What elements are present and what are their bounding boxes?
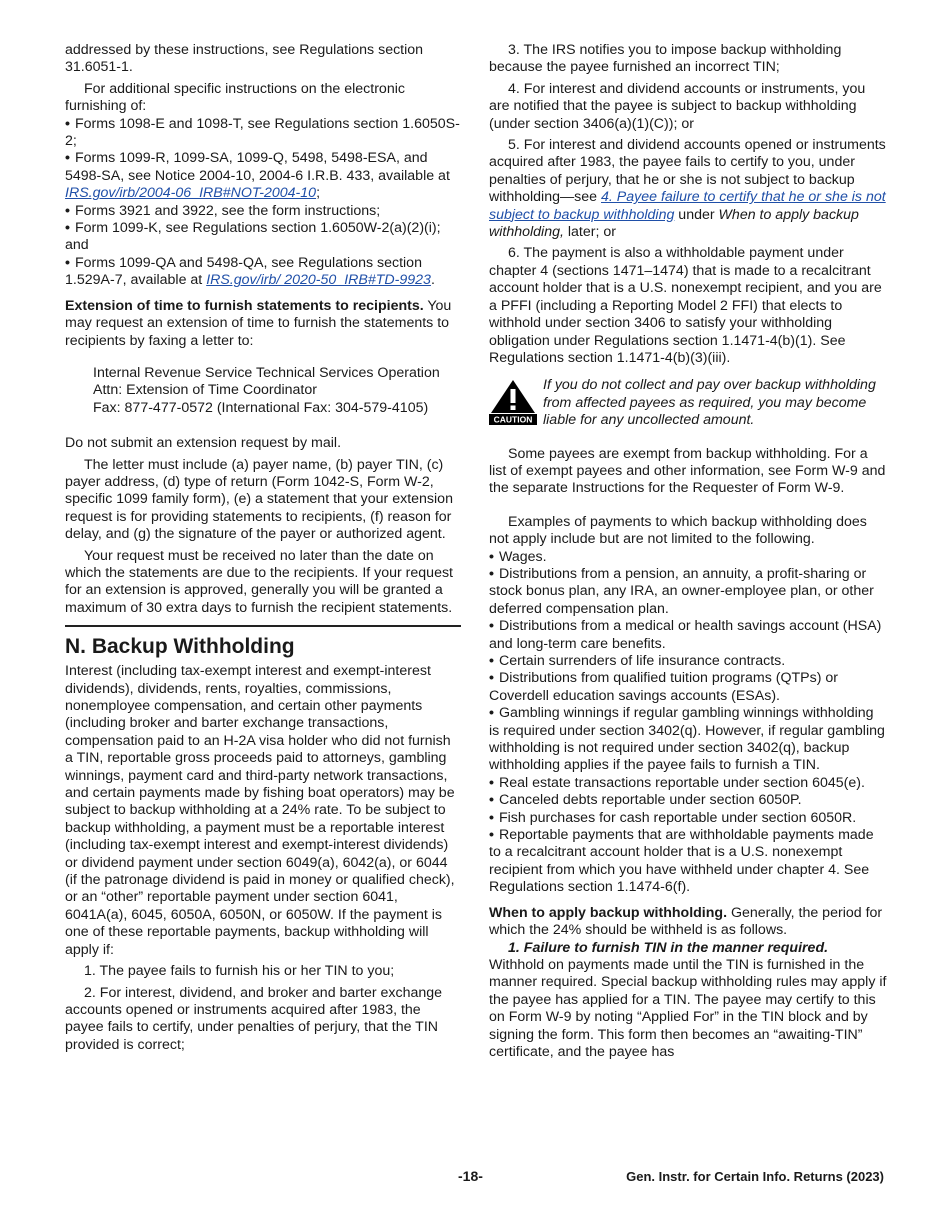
paragraph: Your request must be received no later than the date on which the statements are due to the recipients. If your request for an extension is approved, generally you will be granted a maximum of 30 extra days to furnish the recipient statements. [65,547,454,616]
caution-label: CAUTION [493,414,533,425]
paragraph: The letter must include (a) payer name, (b) payer TIN, (c) payer address, (d) type of return (Form 1042-S, Form W-2, specific 1099 family form), (e) a statement that your extension request is for providing statements to recipients, (f) reason for delay, and (g) the signature of the payer or authorized agent. [65,456,453,543]
paragraph: Examples of payments to which backup withholding does not apply include but are not limited to the following. [489,513,867,548]
irb-td-link[interactable]: IRS.gov/irb/ 2020-50_IRB#TD-9923 [206,272,431,289]
list-item: • Forms 1099-R, 1099-SA, 1099-Q, 5498, 5498-ESA, and 5498-SA, see Notice 2004-10, 2004-6 I.R.B. 433, available at IRS.gov/irb/2004-06_IRB#NOT-2004-10; [65,150,461,202]
list-item: • Wages. [489,549,887,566]
numbered-item: 1. The payee fails to furnish his or her TIN to you; [84,963,395,980]
irb-notice-link[interactable]: IRS.gov/irb/2004-06_IRB#NOT-2004-10 [65,185,317,202]
list-item: • Gambling winnings if regular gambling winnings withholding is required under section 3402(q). However, if regular gambling withholding is not required under section 3402(q), backup withholding applies if the payee fails to furnish a TIN. [489,705,887,775]
caution-text: If you do not collect and pay over backup withholding from affected payees as required, you may become liable for any uncollected amount. [543,377,876,429]
list-item: • Form 1099-K, see Regulations section 1.6050W-2(a)(2)(i); and [65,220,461,255]
numbered-item: 4. For interest and dividend accounts or instruments, you are notified that the payee is subject to backup withholding (under section 3406(a)(1)(C)); or [489,80,866,132]
paragraph: Interest (including tax-exempt interest and exempt-interest dividends), dividends, rents, royalties, commissions, nonemployee compensation, and certain other payments (including broker and barter exchange transactions, compensation paid to an H-2A visa holder who did not furnish a TIN, reportable gross proceeds paid to attorneys, gambling winnings, payment card and third-party network transactions, and certain payments made by fishing boat operators) may be subject to backup withholding at a 24% rate. To be subject to backup withholding, a payment must be a reportable interest (including tax-exempt interest and exempt-interest dividends) or dividend payment under section 6049(a), 6042(a), or 6044 (if the patronage dividend is paid in money or qualified check), or an “other” reportable payment under section 6041, 6041A(a), 6045, 6050A, 6050N, or 6050W. If the payment is one of these reportable payments, backup withholding will apply if: [65,663,455,958]
list-item: • Real estate transactions reportable under section 6045(e). [489,775,887,792]
address-line: Attn: Extension of Time Coordinator [93,382,317,399]
section-title: N. Backup Withholding [65,635,295,659]
list-item: • Forms 1098-E and 1098-T, see Regulations section 1.6050S-2; [65,116,461,151]
list-item: • Distributions from qualified tuition programs (QTPs) or Coverdell education savings accounts (ESAs). [489,670,887,705]
list-item: • Canceled debts reportable under section 6050P. [489,792,887,809]
left-column [65,42,461,1054]
paragraph: Do not submit an extension request by mail. [65,435,342,452]
list-item: • Certain surrenders of life insurance contracts. [489,653,887,670]
paragraph: Some payees are exempt from backup withholding. For a list of exempt payees and other information, see Form W-9 and the separate Instructions for the Requester of Form W-9. [489,445,886,497]
list-item: • Forms 3921 and 3922, see the form instructions; [65,203,461,220]
list-item: • Distributions from a pension, an annuity, a profit-sharing or stock bonus plan, any IRA, an owner-employee plan, or other deferred compensation plan. [489,566,887,618]
when-heading: When to apply backup withholding. [489,904,728,921]
address-line: Internal Revenue Service Technical Services Operation [93,364,440,381]
list-item: • Forms 1099-QA and 5498-QA, see Regulations section 1.529A-7, available at IRS.gov/irb/ 2020-50_IRB#TD-9923. [65,255,461,290]
document-title: Gen. Instr. for Certain Info. Returns (2023) [626,1169,884,1184]
extension-heading: Extension of time to furnish statements to recipients. [65,297,424,314]
subheading: 1. Failure to furnish TIN in the manner required. [508,939,829,956]
right-column [489,42,887,1061]
paragraph: Withhold on payments made until the TIN is furnished in the manner required. Special backup withholding rules may apply if the payee has applied for a TIN. The payee may certify to this on Form W-9 by noting “Applied For” in the TIN block and by signing the form. This form then becomes an “awaiting-TIN” certificate, and the payee has [489,956,887,1060]
mailing-address [93,365,461,417]
numbered-item: 5. For interest and dividend accounts opened or instruments acquired after 1983, the payee fails to certify to you, under penalties of perjury, that he or she is not subject to backup withholding—see 4. Payee failure to certify that he or she is not subject to backup withholding under When to apply backup withholding, later; or [489,137,886,241]
numbered-item: 3. The IRS notifies you to impose backup withholding because the payee furnished an incorrect TIN; [489,42,842,76]
paragraph: Extension of time to furnish statements to recipients. You may request an extension of time to furnish the statements to recipients by faxing a letter to: [65,297,452,349]
payee-failure-link[interactable]: 4. Payee failure to certify that he or she is not subject to backup withholding [489,189,886,223]
address-line: Fax: 877-477-0572 (International Fax: 304-579-4105) [93,399,429,416]
caution-note [489,377,887,429]
numbered-item: 6. The payment is also a withholdable payment under chapter 4 (sections 1471–1474) that is made to a recalcitrant account holder that is a U.S. nonexempt recipient, and you are a PFFI (including a Reporting Model 2 FFI) that elects to withhold under section 3406 to satisfy your withholding obligation under Regulations section 1.1471-4(b)(1). See Regulations section 1.1471-4(b)(3)(iii). [489,245,882,366]
list-item: • Distributions from a medical or health savings account (HSA) and long-term care benefits. [489,618,887,653]
paragraph: When to apply backup withholding. Generally, the period for which the 24% should be withheld is as follows. [489,904,883,939]
paragraph: addressed by these instructions, see Regulations section 31.6051-1. [65,42,424,76]
list-item: • Fish purchases for cash reportable under section 6050R. [489,810,887,827]
numbered-item: 2. For interest, dividend, and broker and barter exchange accounts opened or instruments acquired after 1983, the payee fails to certify, under penalties of perjury, that the TIN provided is correct; [65,984,443,1053]
paragraph: For additional specific instructions on the electronic furnishing of: [65,80,405,115]
list-item: • Reportable payments that are withholdable payments made to a recalcitrant account holder that is a U.S. nonexempt recipient from which you have withheld under chapter 4. See Regulations section 1.1474-6(f). [489,827,887,897]
section-divider [65,625,461,627]
page-number: -18- [458,1168,483,1184]
caution-icon [489,379,537,425]
